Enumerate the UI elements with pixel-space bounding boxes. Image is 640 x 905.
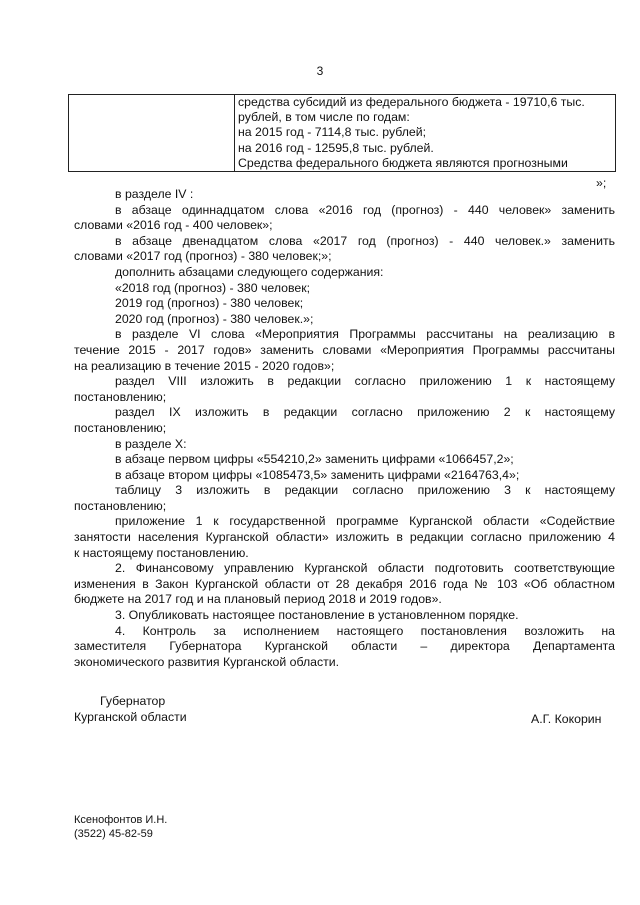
text-line: течение 2015 - 2017 годов» заменить словами «Мероприятия Программы рассчитаны xyxy=(74,342,615,357)
text-line: изменения в Закон Курганской области от 28 декабря 2016 года № 103 «Об областном xyxy=(74,576,615,591)
text-line: словами «2017 год (прогноз) - 380 человек;»; xyxy=(74,249,332,264)
text-line: «2018 год (прогноз) - 380 человек; xyxy=(115,280,311,295)
text-line: раздел IX изложить в редакции согласно приложению 2 к настоящему xyxy=(115,405,615,420)
text-line: постановлению; xyxy=(74,389,167,404)
page-number: 3 xyxy=(316,64,324,78)
text-line: 2. Финансовому управлению Курганской области подготовить соответствующие xyxy=(115,561,615,576)
text-line: таблицу 3 изложить в редакции согласно приложению 3 к настоящему xyxy=(115,483,615,498)
text-line: в разделе IV : xyxy=(115,187,194,201)
closing-quote: »; xyxy=(596,176,607,190)
text-line: 3. Опубликовать настоящее постановление в установленном порядке. xyxy=(115,608,519,623)
table-row xyxy=(69,95,616,172)
text-line: на реализацию в течение 2015 - 2020 годов»; xyxy=(74,358,335,373)
executor-phone: (3522) 45-82-59 xyxy=(74,828,153,840)
continuation-table xyxy=(68,94,616,172)
text-line: в абзаце первом цифры «554210,2» заменить цифрами «1066457,2»; xyxy=(115,452,514,467)
signature-title: Губернатор xyxy=(100,694,166,708)
text-line: экономического развития Курганской области. xyxy=(74,654,340,669)
text-line: приложение 1 к государственной программе Курганской области «Содействие xyxy=(115,514,615,529)
text-line: заместителя Губернатора Курганской области – директора Департамента xyxy=(74,639,615,654)
text-line: словами «2016 год - 400 человек»; xyxy=(74,218,273,233)
signature-region: Курганской области xyxy=(74,710,187,724)
text-line: к настоящему постановлению. xyxy=(74,545,249,560)
text-line: раздел VIII изложить в редакции согласно приложению 1 к настоящему xyxy=(115,374,615,389)
table-cell-funding xyxy=(235,95,616,172)
table-cell-empty xyxy=(69,95,235,172)
text-line: дополнить абзацами следующего содержания: xyxy=(115,264,384,279)
text-line: бюджете на 2017 год и на плановый период 2018 и 2019 годов». xyxy=(74,592,442,607)
table-line: Средства федерального бюджета являются прогнозными xyxy=(238,155,568,170)
text-line: 4. Контроль за исполнением настоящего постановления возложить на xyxy=(115,623,615,638)
table-line: на 2015 год - 7114,8 тыс. рублей; xyxy=(238,125,427,140)
text-line: в разделе VI слова «Мероприятия Программы рассчитаны на реализацию в xyxy=(115,327,615,342)
table-line: на 2016 год - 12595,8 тыс. рублей. xyxy=(238,140,434,155)
table-line: средства субсидий из федерального бюджета - 19710,6 тыс. xyxy=(238,95,585,109)
text-line: в абзаце втором цифры «1085473,5» заменить цифрами «2164763,4»; xyxy=(115,467,520,482)
text-line: постановлению; xyxy=(74,498,167,513)
text-line: занятости населения Курганской области» изложить в редакции согласно приложению 4 xyxy=(74,530,615,545)
executor-name: Ксенофонтов И.Н. xyxy=(74,814,168,826)
signature-name: А.Г. Кокорин xyxy=(531,712,602,726)
text-line: в абзаце двенадцатом слова «2017 год (прогноз) - 440 человек.» заменить xyxy=(115,233,615,248)
text-line: в разделе X: xyxy=(115,436,187,451)
text-line: 2020 год (прогноз) - 380 человек.»; xyxy=(115,311,314,326)
table-line: рублей, в том числе по годам: xyxy=(238,110,410,125)
text-line: постановлению; xyxy=(74,420,167,435)
document-body xyxy=(74,187,615,670)
text-line: в абзаце одиннадцатом слова «2016 год (прогноз) - 440 человек» заменить xyxy=(115,202,615,217)
text-line: 2019 год (прогноз) - 380 человек; xyxy=(115,296,304,311)
